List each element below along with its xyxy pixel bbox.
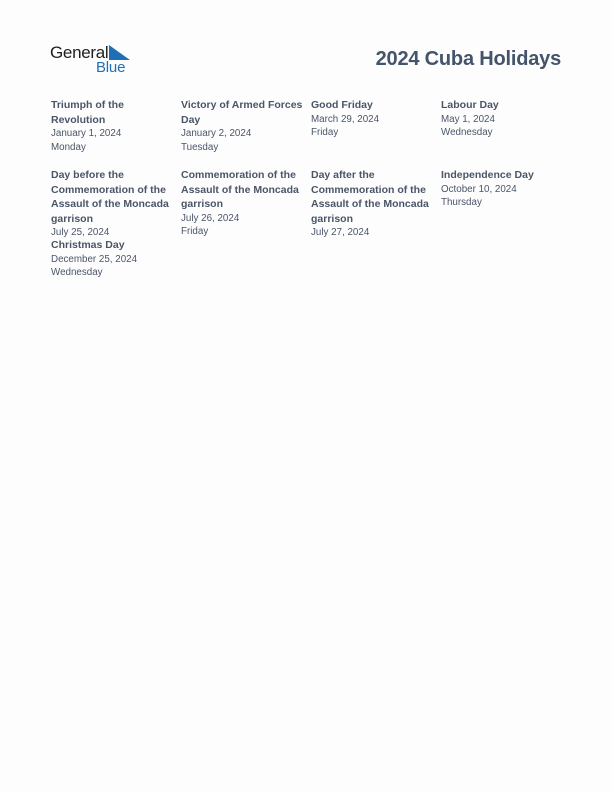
holiday-date: December 25, 2024	[51, 253, 138, 265]
holiday-weekday: Thursday	[441, 197, 482, 209]
page-title: 2024 Cuba Holidays	[375, 48, 561, 70]
holiday-item	[51, 238, 173, 280]
logo-word-blue: Blue	[96, 59, 126, 76]
holiday-name: Labour Day	[441, 99, 499, 111]
holiday-item	[51, 98, 173, 154]
holiday-date: May 1, 2024	[441, 113, 495, 125]
holiday-name: Day before the Commemoration of the Assault of the Moncada garrison	[51, 169, 169, 225]
holiday-weekday: Wednesday	[441, 127, 493, 139]
holiday-name: Day after the Commemoration of the Assault of the Moncada garrison	[311, 169, 429, 225]
holiday-date: January 2, 2024	[181, 128, 252, 140]
holiday-weekday: Monday	[51, 141, 86, 153]
holiday-name: Victory of Armed Forces Day	[181, 99, 303, 126]
holiday-weekday: Friday	[181, 226, 209, 238]
holiday-date: October 10, 2024	[441, 183, 517, 195]
holiday-weekday: Tuesday	[181, 141, 219, 153]
holiday-name: Triumph of the Revolution	[51, 99, 124, 126]
holiday-date: July 27, 2024	[311, 227, 370, 239]
holiday-item	[311, 98, 433, 140]
holiday-weekday: Friday	[311, 127, 339, 139]
generalblue-logo	[50, 43, 140, 79]
holiday-date: July 26, 2024	[181, 212, 240, 224]
holiday-name: Independence Day	[441, 169, 534, 181]
holiday-item	[51, 168, 173, 240]
holiday-item	[441, 168, 563, 210]
holiday-item	[441, 98, 563, 140]
holiday-item	[181, 98, 303, 154]
holiday-date: January 1, 2024	[51, 128, 122, 140]
holiday-item	[311, 168, 433, 240]
holiday-weekday: Wednesday	[51, 267, 103, 279]
holiday-name: Commemoration of the Assault of the Moncada garrison	[181, 169, 299, 211]
holiday-date: March 29, 2024	[311, 113, 380, 125]
holiday-name: Good Friday	[311, 99, 373, 111]
holiday-date: July 25, 2024	[51, 227, 110, 239]
holiday-item	[181, 168, 303, 239]
logo-word-general: General	[50, 43, 109, 62]
holiday-name: Christmas Day	[51, 239, 125, 251]
